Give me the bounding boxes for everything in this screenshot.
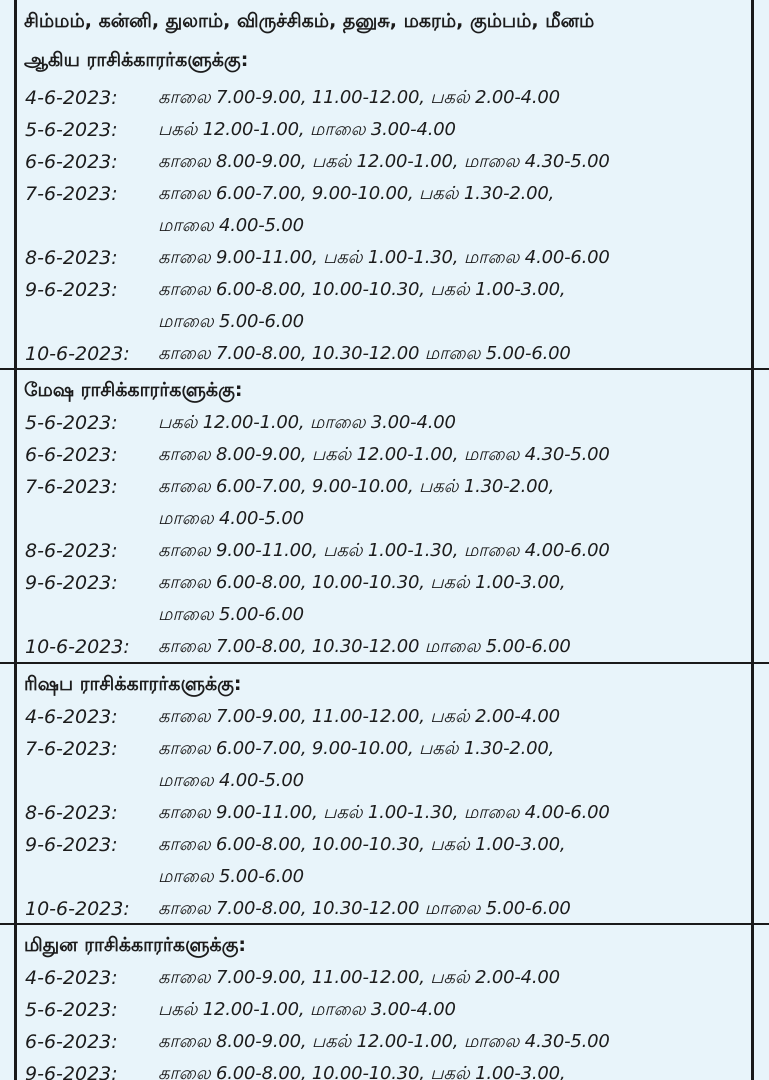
schedule-row bbox=[0, 82, 769, 114]
row-date: 6-6-2023: bbox=[25, 151, 118, 173]
row-times: காலை 8.00-9.00, பகல் 12.00-1.00, மாலை 4.30-5.00 bbox=[158, 151, 610, 172]
row-date: 7-6-2023: bbox=[25, 476, 118, 498]
row-date: 5-6-2023: bbox=[25, 999, 118, 1021]
row-date: 4-6-2023: bbox=[25, 967, 118, 989]
row-times: காலை 9.00-11.00, பகல் 1.00-1.30, மாலை 4.00-6.00 bbox=[158, 802, 610, 823]
row-times: காலை 9.00-11.00, பகல் 1.00-1.30, மாலை 4.00-6.00 bbox=[158, 540, 610, 561]
row-times: காலை 7.00-8.00, 10.30-12.00 மாலை 5.00-6.00 bbox=[158, 636, 571, 657]
row-date: 6-6-2023: bbox=[25, 444, 118, 466]
row-times: மாலை 5.00-6.00 bbox=[158, 311, 304, 332]
section-title: ஆகிய ராசிக்காரர்களுக்கு: bbox=[24, 49, 249, 71]
row-date: 10-6-2023: bbox=[25, 636, 130, 658]
row-times: மாலை 5.00-6.00 bbox=[158, 604, 304, 625]
row-date: 10-6-2023: bbox=[25, 898, 130, 920]
schedule-row bbox=[0, 242, 769, 274]
schedule-row-continued bbox=[0, 861, 769, 893]
section-mithunam bbox=[0, 924, 769, 1080]
row-date: 8-6-2023: bbox=[25, 540, 118, 562]
row-times: காலை 6.00-8.00, 10.00-10.30, பகல் 1.00-3.00, bbox=[158, 572, 566, 593]
section-title: மேஷ ராசிக்காரர்களுக்கு: bbox=[24, 379, 243, 401]
row-times: காலை 6.00-8.00, 10.00-10.30, பகல் 1.00-3.00, bbox=[158, 834, 566, 855]
schedule-row bbox=[0, 407, 769, 439]
schedule-row bbox=[0, 829, 769, 861]
row-times: காலை 8.00-9.00, பகல் 12.00-1.00, மாலை 4.30-5.00 bbox=[158, 444, 610, 465]
section-title: ரிஷப ராசிக்காரர்களுக்கு: bbox=[24, 673, 242, 695]
row-times: காலை 7.00-8.00, 10.30-12.00 மாலை 5.00-6.00 bbox=[158, 898, 571, 919]
section-rishabam bbox=[0, 663, 769, 924]
schedule-row-continued bbox=[0, 210, 769, 242]
row-times: காலை 6.00-8.00, 10.00-10.30, பகல் 1.00-3.00, bbox=[158, 1063, 566, 1080]
row-times: காலை 6.00-8.00, 10.00-10.30, பகல் 1.00-3.00, bbox=[158, 279, 566, 300]
row-times: பகல் 12.00-1.00, மாலை 3.00-4.00 bbox=[158, 412, 456, 433]
row-times: காலை 6.00-7.00, 9.00-10.00, பகல் 1.30-2.00, bbox=[158, 183, 555, 204]
row-date: 7-6-2023: bbox=[25, 183, 118, 205]
schedule-row bbox=[0, 535, 769, 567]
schedule-row bbox=[0, 338, 769, 370]
schedule-row-continued bbox=[0, 503, 769, 535]
section-simmam-to-meenam bbox=[0, 0, 769, 369]
row-times: மாலை 5.00-6.00 bbox=[158, 866, 304, 887]
section-mesham bbox=[0, 369, 769, 663]
row-times: காலை 9.00-11.00, பகல் 1.00-1.30, மாலை 4.00-6.00 bbox=[158, 247, 610, 268]
row-times: மாலை 4.00-5.00 bbox=[158, 770, 304, 791]
row-date: 9-6-2023: bbox=[25, 279, 118, 301]
schedule-row bbox=[0, 1026, 769, 1058]
row-times: காலை 7.00-9.00, 11.00-12.00, பகல் 2.00-4.00 bbox=[158, 967, 560, 988]
row-date: 9-6-2023: bbox=[25, 1063, 118, 1080]
section-title: மிதுன ராசிக்காரர்களுக்கு: bbox=[24, 934, 247, 956]
schedule-row bbox=[0, 567, 769, 599]
row-times: பகல் 12.00-1.00, மாலை 3.00-4.00 bbox=[158, 999, 456, 1020]
schedule-row-continued bbox=[0, 765, 769, 797]
row-times: காலை 7.00-8.00, 10.30-12.00 மாலை 5.00-6.00 bbox=[158, 343, 571, 364]
schedule-row-continued bbox=[0, 599, 769, 631]
row-times: காலை 7.00-9.00, 11.00-12.00, பகல் 2.00-4.00 bbox=[158, 87, 560, 108]
row-times: காலை 6.00-7.00, 9.00-10.00, பகல் 1.30-2.00, bbox=[158, 738, 555, 759]
schedule-row-continued bbox=[0, 306, 769, 338]
schedule-row bbox=[0, 1058, 769, 1080]
schedule-row bbox=[0, 797, 769, 829]
schedule-row bbox=[0, 178, 769, 210]
row-times: பகல் 12.00-1.00, மாலை 3.00-4.00 bbox=[158, 119, 456, 140]
row-date: 8-6-2023: bbox=[25, 802, 118, 824]
row-date: 4-6-2023: bbox=[25, 87, 118, 109]
schedule-row bbox=[0, 994, 769, 1026]
row-date: 10-6-2023: bbox=[25, 343, 130, 365]
schedule-row bbox=[0, 146, 769, 178]
row-date: 7-6-2023: bbox=[25, 738, 118, 760]
row-times: மாலை 4.00-5.00 bbox=[158, 508, 304, 529]
row-date: 5-6-2023: bbox=[25, 412, 118, 434]
schedule-row bbox=[0, 114, 769, 146]
row-times: மாலை 4.00-5.00 bbox=[158, 215, 304, 236]
schedule-row bbox=[0, 471, 769, 503]
row-date: 5-6-2023: bbox=[25, 119, 118, 141]
section-title: சிம்மம், கன்னி, துலாம், விருச்சிகம், தனுசு, மகரம், கும்பம், மீனம் bbox=[24, 10, 595, 32]
schedule-row bbox=[0, 701, 769, 733]
row-times: காலை 6.00-7.00, 9.00-10.00, பகல் 1.30-2.00, bbox=[158, 476, 555, 497]
row-times: காலை 8.00-9.00, பகல் 12.00-1.00, மாலை 4.30-5.00 bbox=[158, 1031, 610, 1052]
row-date: 8-6-2023: bbox=[25, 247, 118, 269]
schedule-row bbox=[0, 274, 769, 306]
row-date: 6-6-2023: bbox=[25, 1031, 118, 1053]
row-date: 9-6-2023: bbox=[25, 834, 118, 856]
row-date: 4-6-2023: bbox=[25, 706, 118, 728]
schedule-row bbox=[0, 893, 769, 925]
row-date: 9-6-2023: bbox=[25, 572, 118, 594]
schedule-row bbox=[0, 439, 769, 471]
schedule-row bbox=[0, 962, 769, 994]
schedule-row bbox=[0, 733, 769, 765]
row-times: காலை 7.00-9.00, 11.00-12.00, பகல் 2.00-4.00 bbox=[158, 706, 560, 727]
schedule-row bbox=[0, 631, 769, 663]
